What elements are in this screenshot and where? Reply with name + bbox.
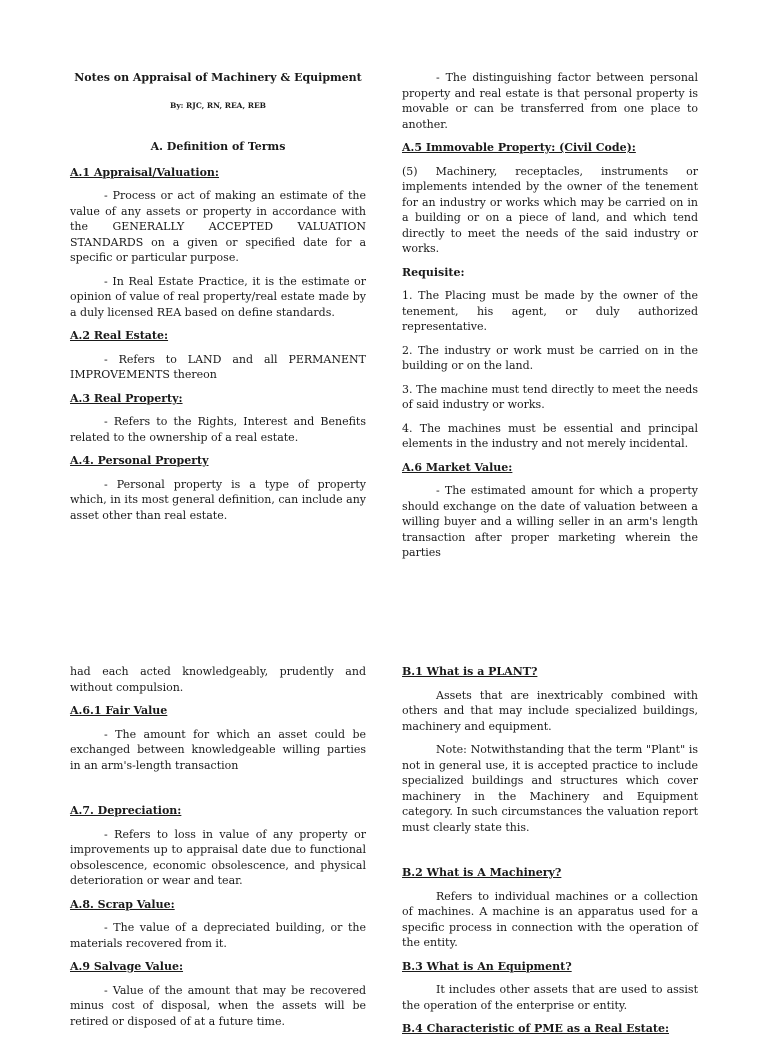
a8-heading: A.8. Scrap Value: (70, 897, 175, 911)
a4-paragraph: - Personal property is a type of property which, in its most general definition, can include any asset other than real estate. (70, 477, 366, 522)
a3-paragraph: - Refers to the Rights, Interest and Benefits related to the ownership of a real estate. (70, 415, 366, 444)
requisite-item-3: 3. The machine must tend directly to meet the needs of said industry or works. (402, 382, 698, 411)
a8-paragraph: - The value of a depreciated building, or the materials recovered from it. (70, 921, 366, 950)
a5-paragraph: (5) Machinery, receptacles, instruments or implements intended by the owner of the tenement for an industry or works which may be carried on in a building or on a piece of land, and which tend directly to meet the needs of the said industry or works. (402, 164, 698, 255)
b1-paragraph-1: Assets that are inextricably combined with others and that may include specialized buildings, machinery and equipment. (402, 688, 698, 733)
a6-heading: A.6 Market Value: (402, 460, 513, 474)
a61-heading: A.6.1 Fair Value (70, 704, 168, 717)
personal-property-distinction-paragraph: - The distinguishing factor between personal property and real estate is that personal property is movable or can be transferred from one place to another. (402, 71, 698, 131)
document-title: Notes on Appraisal of Machinery & Equipment (74, 71, 362, 84)
a6-continuation-paragraph: had each acted knowledgeably, prudently and without compulsion. (70, 665, 366, 694)
a3-heading: A.3 Real Property: (70, 391, 183, 405)
a1-heading: A.1 Appraisal/Valuation: (70, 165, 219, 179)
page2-right-column (402, 664, 698, 1045)
a9-paragraph: - Value of the amount that may be recovered minus cost of disposal, when the assets will be retired or disposed of at a future time. (70, 983, 366, 1028)
b1-heading: B.1 What is a PLANT? (402, 665, 538, 678)
a7-heading: A.7. Depreciation: (70, 804, 182, 817)
b2-heading: B.2 What is A Machinery? (402, 866, 562, 879)
b1-note-paragraph: Note: Notwithstanding that the term "Plant" is not in general use, it is accepted practice to include specialized buildings and structures which cover machinery in the Machinery and Equipment category. In such circumstances the valuation report must clearly state this. (402, 743, 698, 834)
b3-paragraph: It includes other assets that are used to assist the operation of the enterprise or entity. (402, 983, 698, 1012)
document-page-2 (0, 655, 768, 1035)
a4-heading: A.4. Personal Property (70, 454, 209, 467)
requisite-heading: Requisite: (402, 265, 465, 279)
b4-heading: B.4 Characteristic of PME as a Real Estate: (402, 1022, 670, 1035)
requisite-item-2: 2. The industry or work must be carried on in the building or on the land. (402, 343, 698, 372)
page2-left-column (70, 664, 366, 1037)
a6-paragraph: - The estimated amount for which a property should exchange on the date of valuation between a willing buyer and a willing seller in an arm's length transaction after proper marketing wherein the parties (402, 484, 698, 559)
a1-paragraph-2: - In Real Estate Practice, it is the estimate or opinion of value of real property/real estate made by a duly licensed REA based on define standards. (70, 274, 366, 319)
b3-heading: B.3 What is An Equipment? (402, 959, 572, 973)
a9-heading: A.9 Salvage Value: (70, 960, 184, 973)
page1-left-column (70, 70, 366, 531)
a2-heading: A.2 Real Estate: (70, 329, 169, 342)
requisite-item-1: 1. The Placing must be made by the owner of the tenement, his agent, or duly authorized representative. (402, 289, 698, 333)
a7-paragraph: - Refers to loss in value of any property or improvements up to appraisal date due to functional obsolescence, economic obsolescence, and physical deterioration or wear and tear. (70, 827, 366, 887)
section-a-title: A. Definition of Terms (150, 140, 286, 153)
a61-paragraph: - The amount for which an asset could be exchanged between knowledgeable willing parties in an arm's-length transaction (70, 727, 366, 772)
a5-heading: A.5 Immovable Property: (Civil Code): (402, 141, 636, 154)
page1-right-column (402, 70, 698, 569)
a1-paragraph-1: - Process or act of making an estimate of the value of any assets or property in accordance with the GENERALLY ACCEPTED VALUATION STANDARDS on a given or specified date for a specific or particular purpose. (70, 189, 366, 264)
document-byline: By: RJC, RN, REA, REB (169, 100, 267, 110)
requisite-item-4: 4. The machines must be essential and principal elements in the industry and not merely incidental. (402, 421, 698, 450)
b2-paragraph: Refers to individual machines or a collection of machines. A machine is an apparatus used for a specific process in connection with the operation of the entity. (402, 889, 698, 949)
a2-paragraph: - Refers to LAND and all PERMANENT IMPROVEMENTS thereon (70, 352, 366, 381)
